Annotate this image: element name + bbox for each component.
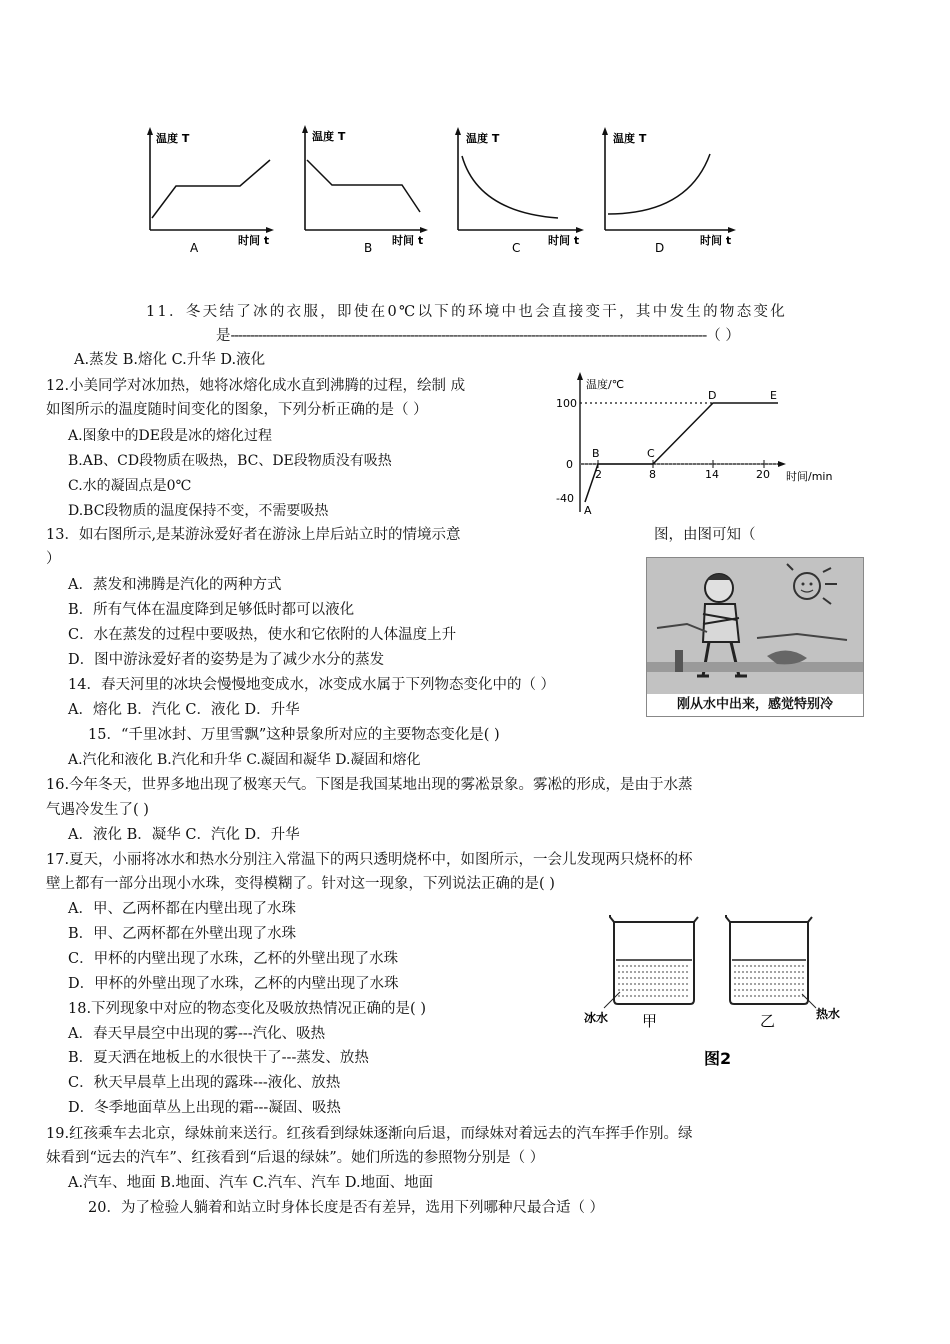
point-c-label: C bbox=[647, 447, 655, 460]
beakers-figure bbox=[580, 912, 850, 1074]
swimmer-caption: 刚从水中出来，感觉特别冷 bbox=[676, 697, 833, 712]
axis-x-label: 时间 t bbox=[548, 234, 580, 247]
q16-options: A．液化 B．凝华 C．汽化 D．升华 bbox=[68, 827, 300, 843]
q12-option-a: A.图象中的DE段是冰的熔化过程 bbox=[68, 428, 273, 444]
q19-line1: 19.红孩乘车去北京，绿妹前来送行。红孩看到绿妹逐渐向后退，而绿妹对着远去的汽车挥手作别。绿 bbox=[46, 1126, 693, 1142]
q16-line2: 气遇冷发生了( ) bbox=[46, 802, 149, 818]
q12-option-c: C.水的凝固点是0℃ bbox=[68, 478, 192, 494]
q12-option-d: D.BC段物质的温度保持不变，不需要吸热 bbox=[68, 503, 329, 519]
point-d-label: D bbox=[708, 389, 717, 402]
q19-line2: 妹看到“远去的汽车”、红孩看到“后退的绿妹”。她们所选的参照物分别是（ ） bbox=[46, 1150, 545, 1166]
panel-letter: B bbox=[364, 241, 373, 255]
x-tick-14: 14 bbox=[705, 468, 719, 481]
q18-option-c: C．秋天早晨草上出现的露珠---液化、放热 bbox=[68, 1075, 341, 1091]
y-tick-0: 0 bbox=[566, 458, 573, 471]
point-e-label: E bbox=[770, 389, 777, 402]
q17-line1: 17.夏天，小丽将冰水和热水分别注入常温下的两只透明烧杯中，如图所示，一会儿发现两只烧杯的杯 bbox=[46, 852, 693, 868]
axis-x-label: 时间 t bbox=[392, 234, 424, 247]
graph-panel-b bbox=[302, 125, 428, 255]
temperature-curve bbox=[585, 403, 778, 502]
beaker-yi bbox=[726, 915, 816, 1008]
x-axis-label: 时间/min bbox=[786, 470, 833, 483]
q19-options: A.汽车、地面 B.地面、汽车 C.汽车、汽车 D.地面、地面 bbox=[68, 1175, 434, 1191]
beaker-jia-name: 甲 bbox=[642, 1012, 658, 1030]
axis-y-label: 温度 T bbox=[156, 132, 190, 145]
point-a-label: A bbox=[584, 504, 592, 517]
q15-line1: 15．“千里冰封、万里雪飘”这种景象所对应的主要物态变化是( ) bbox=[88, 727, 500, 743]
graph-panel-a bbox=[147, 127, 274, 255]
panel-letter: A bbox=[190, 241, 199, 255]
q11-line2-text: 是 bbox=[216, 328, 231, 344]
q17-line2: 壁上都有一部分出现小水珠，变得模糊了。针对这一现象，下列说法正确的是( ) bbox=[46, 876, 555, 892]
q13-option-a: A．蒸发和沸腾是汽化的两种方式 bbox=[68, 577, 282, 593]
q18-option-d: D．冬季地面草丛上出现的霜---凝固、吸热 bbox=[68, 1100, 341, 1116]
q13-line2: ） bbox=[46, 551, 61, 567]
q12-line1: 12.小美同学对冰加热，她将冰熔化成水直到沸腾的过程，绘制 成 bbox=[46, 378, 466, 394]
beaker-jia bbox=[604, 915, 698, 1008]
y-tick-100: 100 bbox=[556, 397, 577, 410]
axis-x-label: 时间 t bbox=[238, 234, 270, 247]
q11-paren: （ ） bbox=[706, 328, 740, 344]
x-tick-20: 20 bbox=[756, 468, 770, 481]
q11-line2 bbox=[216, 326, 740, 346]
x-tick-8: 8 bbox=[649, 468, 656, 481]
q17-option-b: B．甲、乙两杯都在外壁出现了水珠 bbox=[68, 926, 297, 942]
q18-line1: 18.下列现象中对应的物态变化及吸放热情况正确的是( ) bbox=[68, 1001, 426, 1017]
point-b-label: B bbox=[592, 447, 600, 460]
swimmer-illustration bbox=[646, 557, 864, 717]
axis-x-label: 时间 t bbox=[700, 234, 732, 247]
axis-y-label: 温度 T bbox=[466, 132, 500, 145]
q13-line1: 13．如右图所示,是某游泳爱好者在游泳上岸后站立时的情境示意 bbox=[46, 527, 461, 543]
q12-line2: 如图所示的温度随时间变化的图象，下列分析正确的是（ ） bbox=[46, 402, 428, 418]
q18-option-a: A．春天早晨空中出现的雾---汽化、吸热 bbox=[68, 1026, 326, 1042]
temperature-graphs-figure bbox=[140, 120, 770, 260]
q11-options: A.蒸发 B.熔化 C.升华 D.液化 bbox=[74, 352, 266, 368]
q13-line1-end: 图，由图可知（ bbox=[654, 527, 756, 543]
axis-y-label: 温度 T bbox=[312, 130, 346, 143]
q20-line1: 20．为了检验人躺着和站立时身体长度是否有差异，选用下列哪种尺最合适（ ） bbox=[88, 1200, 605, 1216]
q15-options: A.汽化和液化 B.汽化和升华 C.凝固和凝华 D.凝固和熔化 bbox=[68, 752, 421, 768]
graph-panel-d bbox=[602, 127, 736, 255]
q17-option-a: A．甲、乙两杯都在内壁出现了水珠 bbox=[68, 901, 296, 917]
beaker-yi-name: 乙 bbox=[760, 1012, 776, 1030]
graph-panel-c bbox=[455, 127, 584, 255]
q18-option-b: B．夏天洒在地板上的水很快干了---蒸发、放热 bbox=[68, 1050, 369, 1066]
q13-option-b: B．所有气体在温度降到足够低时都可以液化 bbox=[68, 602, 355, 618]
ice-water-label: 冰水 bbox=[584, 1011, 609, 1025]
panel-letter: D bbox=[655, 241, 665, 255]
y-tick-minus40: -40 bbox=[556, 492, 574, 505]
q13-option-c: C．水在蒸发的过程中要吸热，使水和它依附的人体温度上升 bbox=[68, 627, 457, 643]
q17-option-c: C．甲杯的内壁出现了水珠，乙杯的外壁出现了水珠 bbox=[68, 951, 399, 967]
q16-line1: 16.今年冬天，世界多地出现了极寒天气。下图是我国某地出现的雾凇景象。雾凇的形成，是由于水蒸 bbox=[46, 777, 693, 793]
q11-answer-dashes: -------------------------------------------------------------------------------------------------------------------------- bbox=[230, 328, 707, 344]
q12-option-b: B.AB、CD段物质在吸热，BC、DE段物质没有吸热 bbox=[68, 453, 392, 469]
x-tick-2: 2 bbox=[595, 468, 602, 481]
q14-line1: 14．春天河里的冰块会慢慢地变成水，冰变成水属于下列物态变化中的（ ） bbox=[68, 677, 556, 693]
q13-option-d: D．图中游泳爱好者的姿势是为了减少水分的蒸发 bbox=[68, 652, 385, 668]
ice-heating-graph bbox=[548, 368, 848, 518]
q17-option-d: D．甲杯的外壁出现了水珠，乙杯的内壁出现了水珠 bbox=[68, 976, 399, 992]
y-axis-label: 温度/℃ bbox=[586, 378, 625, 391]
swimmer-drawing bbox=[647, 558, 863, 716]
figure-caption: 图2 bbox=[704, 1049, 732, 1068]
axis-y-label: 温度 T bbox=[613, 132, 647, 145]
q14-options: A．熔化 B．汽化 C．液化 D．升华 bbox=[68, 702, 300, 718]
panel-letter: C bbox=[512, 241, 521, 255]
q11-line1: 11．冬天结了冰的衣服，即使在0℃以下的环境中也会直接变干，其中发生的物态变化 bbox=[146, 304, 788, 320]
hot-water-label: 热水 bbox=[816, 1007, 841, 1021]
